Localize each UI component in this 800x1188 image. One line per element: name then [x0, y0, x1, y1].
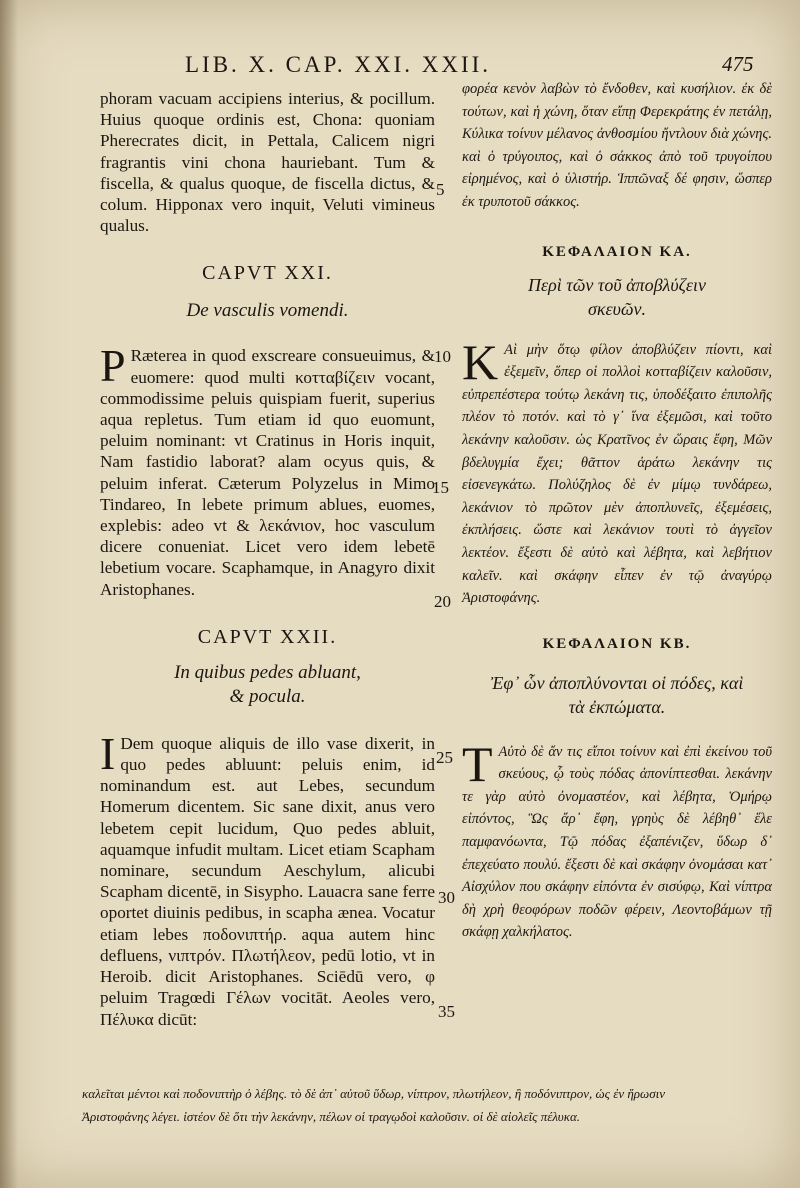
latin-chapter-21-heading: CAPVT XXI. [202, 262, 333, 285]
greek-intro-paragraph: φορέα κενὸν λαβὼν τὸ ἔνδοθεν, καὶ κυσήλιον. ἐκ δὲ τούτων, καὶ ἡ χώνη, ὅταν εἴπῃ Φερεκράτης ἐν πετάλῃ, Κύλικα τοίνυν μέλανος ἀνθοσμίου ἤντλουν διὰ χώνης. καὶ ὁ τρύγοιπος, καὶ ὁ σάκκος ἀπὸ τοῦ τρυγοίπου εἰρημένος, καὶ ὁ ὑλιστήρ. Ἱππῶναξ δέ φησιν, ὥσπερ ἐκ τρυποτοῦ σάκκος. [462, 81, 772, 210]
drop-cap: I [100, 727, 116, 779]
latin-chapter-22-subtitle-line1: In quibus pedes abluant, [174, 661, 361, 683]
page-edge-shadow [0, 0, 18, 1188]
footer-line: καλεῖται μέντοι καὶ ποδονιπτὴρ ὁ λέβης. τὸ δὲ ἀπ᾽ αὐτοῦ ὕδωρ, νίπτρον, πλωτήλεον, ἢ ποδόνιπτρον, ὡς ἐν ἥρωσιν [82, 1086, 666, 1101]
greek-chapter-21-subtitle-line2: σκευῶν. [587, 298, 647, 319]
line-number: 15 [432, 478, 449, 497]
latin-chapter-22-text: Dem quoque aliquis de illo vase dixerit, in quo pedes abluunt: peluis enim, id nominandum est. aut Lebes, secundum Homerum dicentem. Sic sane dixit, anus vero lebetem cepit lucidum, Quo pedes abluit, aquamque infudit multam. Licet etiam Scapham nominare, secundum Aeschylum, alicubi Scapham dicentē, in Sisypho. Lauacra sane ferre oportet diuinis pedibus, in scapha ænea. Vocatur etiam lebes ποδονιπτήρ. aqua autem hinc defluens, νιπτρόν. Πλωτήλεον, pedū lotio, vt in Heroib. dicit Aristophanes. Sciēdū vero, φ peluim Tragœdi Γέλων vocitāt. Aeoles vero, Πέλυκα dicūt: [100, 733, 435, 1029]
line-number: 5 [436, 180, 445, 199]
latin-chapter-21-subtitle: De vasculis vomendi. [186, 300, 349, 322]
greek-chapter-21-heading: ΚΕΦΑΛΑΙΟΝ ΚΑ. [542, 243, 692, 260]
greek-chapter-21-subtitle-line1: Περὶ τῶν τοῦ ἀποβλύζειν [528, 274, 706, 295]
greek-chapter-22-heading: ΚΕΦΑΛΑΙΟΝ ΚΒ. [542, 635, 692, 652]
greek-column [462, 78, 772, 944]
latin-chapter-22-paragraph [100, 727, 435, 1030]
line-number: 35 [438, 1002, 455, 1021]
greek-chapter-21-paragraph [462, 333, 772, 610]
drop-cap: P [100, 340, 126, 392]
page-number: 475 [722, 52, 754, 76]
latin-chapter-22-subtitle-line2: & pocula. [229, 685, 306, 707]
drop-cap: Κ [462, 333, 499, 390]
greek-chapter-22-subtitle-line2: τὰ ἐκπώματα. [568, 696, 666, 717]
greek-chapter-22-subtitle-line1: Ἐφ᾽ ὧν ἀποπλύνονται οἱ πόδες, καὶ [490, 672, 744, 693]
line-number: 25 [436, 748, 453, 767]
latin-chapter-21-paragraph [100, 340, 435, 599]
running-head: LIB. X. CAP. XXI. XXII. [185, 52, 492, 77]
latin-chapter-22-heading: CAPVT XXII. [197, 625, 338, 648]
greek-chapter-21-text: Αὶ μὴν ὅτῳ φίλον ἀποβλύζειν πίοντι, καὶ ἐξεμεῖν, ὅπερ οἱ πολλοὶ κοτταβίζειν καλοῦσιν, εὐπρεπέστερα τούτῳ λεκάνη τις, ὑποδέξαιτο ἐπιπολῆς πλέον τὸ ποτόν. καὶ τὸ γ᾽ ἵνα ἐξεμῶσι, καὶ τοῦτο λεκάνην καλοῦσιν. ὡς Κρατῖνος ἐν ὥραις ἔφη, Μῶν βδελυγμία ἔχει; θᾶττον ἀράτω λεκάνην τις εἰσενεγκάτω. Πολύζηλος δὲ ἐν μίμῳ τυνδάρεω, λεκάνιον τὸ πρῶτον μὲν ἀποπλυνεῖς, ἐξεμέσεις, ἐκπλήσεις. ὥστε καὶ λεκάνιον τουτὶ τὸ ἀγγεῖον λεκτέον. ἔξεστι δὲ αὐτὸ καὶ λέβητα, καὶ λεβήτιον καλεῖν. καὶ σκάφην εἶπεν ἐν τῷ ἀναγύρῳ Ἀριστοφάνης. [462, 341, 772, 607]
line-number: 10 [434, 347, 451, 366]
greek-chapter-22-paragraph [462, 735, 772, 944]
latin-column [100, 88, 435, 1030]
footer-greek-lines [82, 1082, 772, 1128]
line-number: 20 [434, 592, 451, 611]
greek-chapter-22-text: Αὐτὸ δὲ ἄν τις εἴποι τοίνυν καὶ ἐπὶ ἐκείνου τοῦ σκεύους, ᾧ τοὺς πόδας ἀπονίπτεσθαι. λεκάνην τε γὰρ αὐτὸ ὀνομαστέον, καὶ λέβητα, Ὁμήρῳ εἰπόντος, Ὣς ἄρ᾽ ἔφη, γρηὺς δὲ λέβηθ᾽ ἕλε παμφανόωντα, Τῷ πόδας ἐξαπένιζεν, ὕδωρ δ᾽ ἐπεχεύατο πουλύ. ἔξεστι δὲ καὶ σκάφην ὀνομάσαι κατ᾽ Αἰσχύλον που σκάφην εἰπόντα ἐν σισύφῳ, Καὶ νίπτρα δὴ χρὴ θεοφόρων ποδῶν φέρειν, Λεοντοβάμων τῇ σκάφῃ χαλκήλατος. [462, 743, 772, 941]
line-number: 30 [438, 888, 455, 907]
drop-cap: Τ [462, 735, 493, 792]
latin-intro-paragraph: phoram vacuam accipiens interius, & pocillum. Huius quoque ordinis est, Chona: quoniam Pherecrates dicit, in Pettala, Calicem nigri fragrantis vini chona hauriebant. Tum & fiscella, & qualus quoque, de fiscella dictus, & colum. Hipponax vero inquit, Veluti vimineus qualus. [100, 89, 435, 236]
latin-chapter-21-text: Ræterea in quod exscreare consueuimus, & euomere: quod multi κοτταβίζειν vocant, commodissime peluis quispiam fuerit, superius aqua repletus. Tum etiam id quo euomunt, peluim nominant: vt Cratinus in Horis inquit, Nam fastidio laborat? alam ocyus quis, & peluim inferat. Cæterum Polyzelus in Mimo Tindareo, In lebete primum ablues, euomes, explebis: adeo vt & λεκάνιον, hoc vasculum dicere conueniat. Licet vero idem lebetē lebetium vocare. Scaphamque, in Anagyro dixit Aristophanes. [100, 346, 435, 599]
footer-line: Ἀριστοφάνης λέγει. ἰστέον δὲ ὅτι τὴν λεκάνην, πέλων οἱ τραγῳδοὶ καλοῦσιν. οἱ δὲ αἰολεῖς πέλυκα. [82, 1109, 581, 1124]
